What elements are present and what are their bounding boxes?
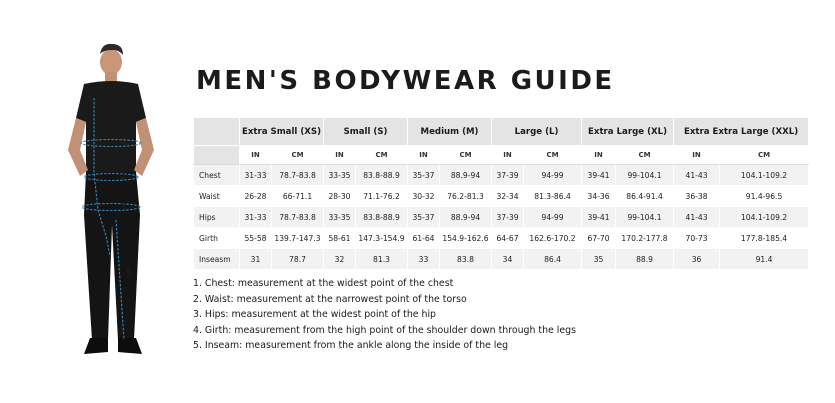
table-cell: 35-37 xyxy=(408,165,440,186)
table-cell: 94-99 xyxy=(524,165,582,186)
unit-cm-header: CM xyxy=(720,146,809,165)
note-inseam: 5. Inseam: measurement from the ankle along the inside of the leg xyxy=(193,340,509,352)
unit-cm-header: CM xyxy=(616,146,674,165)
table-cell: 35 xyxy=(582,249,616,270)
table-cell: 162.6-170.2 xyxy=(524,228,582,249)
table-cell: 31 xyxy=(240,249,272,270)
table-row-hips xyxy=(194,207,809,228)
measurement-notes xyxy=(193,276,576,354)
table-cell: 64-67 xyxy=(492,228,524,249)
note-hips: 3. Hips: measurement at the widest point of the hip xyxy=(193,309,437,321)
unit-cm-header: CM xyxy=(356,146,408,165)
table-cell: 34-36 xyxy=(582,186,616,207)
table-cell: 33-35 xyxy=(324,165,356,186)
marker-waist: 2 xyxy=(120,172,126,182)
marker-inseam: 5 xyxy=(126,269,132,279)
table-cell: 33 xyxy=(408,249,440,270)
size-header: Extra Large (XL) xyxy=(582,118,674,146)
table-cell: 83.8-88.9 xyxy=(356,165,408,186)
table-cell: 78.7-83.8 xyxy=(272,207,324,228)
table-cell: 41-43 xyxy=(674,165,720,186)
table-row-waist xyxy=(194,186,809,207)
row-label: Hips xyxy=(194,207,240,228)
row-label: Waist xyxy=(194,186,240,207)
table-cell: 33-35 xyxy=(324,207,356,228)
size-header: Medium (M) xyxy=(408,118,492,146)
table-cell: 39-41 xyxy=(582,207,616,228)
size-table xyxy=(193,117,809,270)
table-cell: 39-41 xyxy=(582,165,616,186)
table-cell: 41-43 xyxy=(674,207,720,228)
row-label: Chest xyxy=(194,165,240,186)
table-cell: 104.1-109.2 xyxy=(720,165,809,186)
unit-in-header: IN xyxy=(324,146,356,165)
row-label: Girth xyxy=(194,228,240,249)
table-cell: 31-33 xyxy=(240,207,272,228)
table-cell: 34 xyxy=(492,249,524,270)
page-title: MEN'S BODYWEAR GUIDE xyxy=(196,66,615,96)
table-cell: 61-64 xyxy=(408,228,440,249)
table-cell: 71.1-76.2 xyxy=(356,186,408,207)
table-cell: 26-28 xyxy=(240,186,272,207)
table-cell: 99-104.1 xyxy=(616,207,674,228)
table-cell: 31-33 xyxy=(240,165,272,186)
table-cell: 78.7-83.8 xyxy=(272,165,324,186)
size-header: Extra Extra Large (XXL) xyxy=(674,118,809,146)
header-corner xyxy=(194,146,240,165)
table-cell: 83.8 xyxy=(440,249,492,270)
table-cell: 91.4 xyxy=(720,249,809,270)
table-cell: 86.4 xyxy=(524,249,582,270)
table-cell: 76.2-81.3 xyxy=(440,186,492,207)
unit-in-header: IN xyxy=(674,146,720,165)
unit-in-header: IN xyxy=(408,146,440,165)
size-header: Large (L) xyxy=(492,118,582,146)
unit-cm-header: CM xyxy=(440,146,492,165)
unit-in-header: IN xyxy=(492,146,524,165)
size-header: Extra Small (XS) xyxy=(240,118,324,146)
table-cell: 91.4-96.5 xyxy=(720,186,809,207)
marker-girth: 4 xyxy=(87,95,93,105)
table-row-chest xyxy=(194,165,809,186)
table-cell: 58-61 xyxy=(324,228,356,249)
table-cell: 32 xyxy=(324,249,356,270)
table-row-inseam xyxy=(194,249,809,270)
size-header: Small (S) xyxy=(324,118,408,146)
row-label: Inseasm xyxy=(194,249,240,270)
table-cell: 55-58 xyxy=(240,228,272,249)
table-cell: 139.7-147.3 xyxy=(272,228,324,249)
table-cell: 32-34 xyxy=(492,186,524,207)
table-row-girth xyxy=(194,228,809,249)
table-cell: 37-39 xyxy=(492,165,524,186)
table-cell: 99-104.1 xyxy=(616,165,674,186)
model-figure xyxy=(38,40,188,370)
note-chest: 1. Chest: measurement at the widest point of the chest xyxy=(193,278,454,289)
table-cell: 78.7 xyxy=(272,249,324,270)
marker-chest: 1 xyxy=(120,137,126,147)
header-corner xyxy=(194,118,240,146)
table-cell: 83.8-88.9 xyxy=(356,207,408,228)
unit-in-header: IN xyxy=(582,146,616,165)
model-silhouette xyxy=(68,44,154,354)
table-cell: 35-37 xyxy=(408,207,440,228)
table-cell: 88.9-94 xyxy=(440,165,492,186)
unit-cm-header: CM xyxy=(524,146,582,165)
table-cell: 104.1-109.2 xyxy=(720,207,809,228)
table-cell: 177.8-185.4 xyxy=(720,228,809,249)
table-cell: 154.9-162.6 xyxy=(440,228,492,249)
table-cell: 86.4-91.4 xyxy=(616,186,674,207)
unit-cm-header: CM xyxy=(272,146,324,165)
table-cell: 70-73 xyxy=(674,228,720,249)
note-girth: 4. Girth: measurement from the high point of the shoulder down through the legs xyxy=(193,324,576,336)
table-cell: 94-99 xyxy=(524,207,582,228)
table-cell: 170.2-177.8 xyxy=(616,228,674,249)
table-cell: 36 xyxy=(674,249,720,270)
table-cell: 81.3 xyxy=(356,249,408,270)
table-cell: 88.9-94 xyxy=(440,207,492,228)
table-cell: 67-70 xyxy=(582,228,616,249)
table-cell: 37-39 xyxy=(492,207,524,228)
table-cell: 36-38 xyxy=(674,186,720,207)
table-cell: 66-71.1 xyxy=(272,186,324,207)
table-cell: 28-30 xyxy=(324,186,356,207)
table-cell: 81.3-86.4 xyxy=(524,186,582,207)
unit-in-header: IN xyxy=(240,146,272,165)
marker-hips: 3 xyxy=(120,203,126,213)
table-cell: 30-32 xyxy=(408,186,440,207)
table-cell: 147.3-154.9 xyxy=(356,228,408,249)
note-waist: 2. Waist: measurement at the narrowest point of the torso xyxy=(193,293,467,305)
table-cell: 88.9 xyxy=(616,249,674,270)
